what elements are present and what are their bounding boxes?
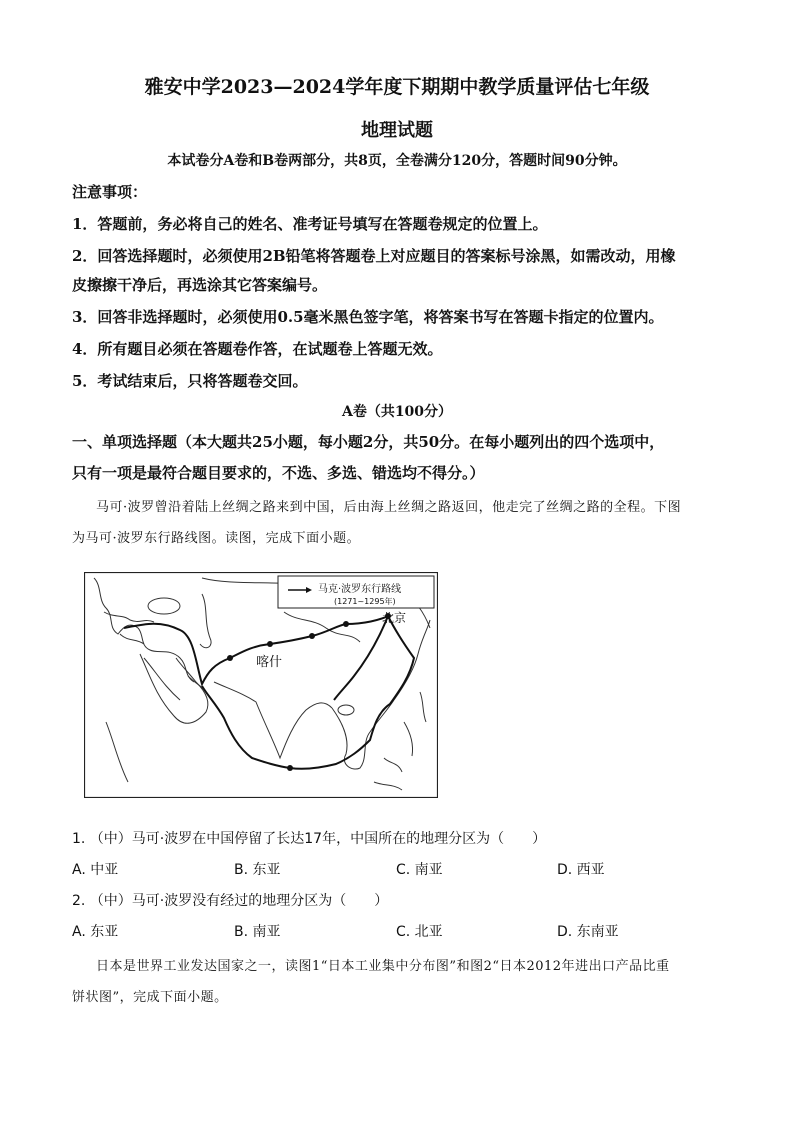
notice-item: 4．所有题目必须在答题卷作答，在试题卷上答题无效。 [72, 340, 443, 358]
passage1-text-cont: 为马可·波罗东行路线图。读图，完成下面小题。 [72, 531, 361, 546]
question-1-option-d[interactable]: D. 西亚 [557, 862, 605, 878]
question-2-option-c[interactable]: C. 北亚 [396, 924, 443, 940]
notice-item: 5．考试结束后，只将答题卷交回。 [72, 372, 308, 390]
passage1-text: 马可·波罗曾沿着陆上丝绸之路来到中国，后由海上丝绸之路返回，他走完了丝绸之路的全程。下图 [96, 500, 682, 515]
map-label-beijing: 北京 [382, 611, 407, 625]
question-2-option-d[interactable]: D. 东南亚 [557, 924, 619, 940]
question-1-option-a[interactable]: A. 中亚 [72, 862, 119, 878]
exam-intro: 本试卷分A卷和B卷两部分，共8页，全卷满分120分，答题时间90分钟。 [167, 153, 627, 169]
part1-heading: 一、单项选择题（本大题共25小题，每小题2分，共50分。在每小题列出的四个选项中， [72, 433, 665, 451]
passage2-text-cont: 饼状图”，完成下面小题。 [72, 990, 228, 1005]
question-1-option-c[interactable]: C. 南亚 [396, 862, 443, 878]
notice-item: 2．回答选择题时，必须使用2B铅笔将答题卷上对应题目的答案标号涂黑，如需改动，用橡 [72, 247, 676, 265]
notice-item: 1．答题前，务必将自己的姓名、准考证号填写在答题卷规定的位置上。 [72, 215, 548, 233]
exam-subtitle: 地理试题 [361, 120, 433, 141]
question-1-option-b[interactable]: B. 东亚 [234, 862, 281, 878]
map-label-kashgar: 喀什 [256, 655, 283, 670]
passage2-text: 日本是世界工业发达国家之一，读图1“日本工业集中分布图”和图2“日本2012年进出口产品比重 [96, 959, 670, 974]
marco-polo-route-map [84, 572, 438, 798]
notice-item: 皮擦擦干净后，再选涂其它答案编号。 [72, 276, 328, 294]
map-legend-label: 马克·波罗东行路线 [318, 584, 402, 595]
notice-item: 3．回答非选择题时，必须使用0.5毫米黑色签字笔，将答案书写在答题卡指定的位置内。 [72, 308, 664, 326]
map-legend-years: (1271~1295年) [334, 597, 396, 606]
notice-heading: 注意事项： [72, 183, 148, 201]
question-2-stem: 2. （中）马可·波罗没有经过的地理分区为（ ） [72, 893, 389, 909]
question-1-stem: 1. （中）马可·波罗在中国停留了长达17年，中国所在的地理分区为（ ） [72, 831, 547, 847]
question-2-option-a[interactable]: A. 东亚 [72, 924, 119, 940]
section-a-title: A卷（共100分） [341, 404, 453, 420]
exam-title: 雅安中学2023—2024学年度下期期中教学质量评估七年级 [144, 76, 650, 98]
question-2-option-b[interactable]: B. 南亚 [234, 924, 281, 940]
part1-heading-cont: 只有一项是最符合题目要求的，不选、多选、错选均不得分。） [72, 464, 485, 482]
